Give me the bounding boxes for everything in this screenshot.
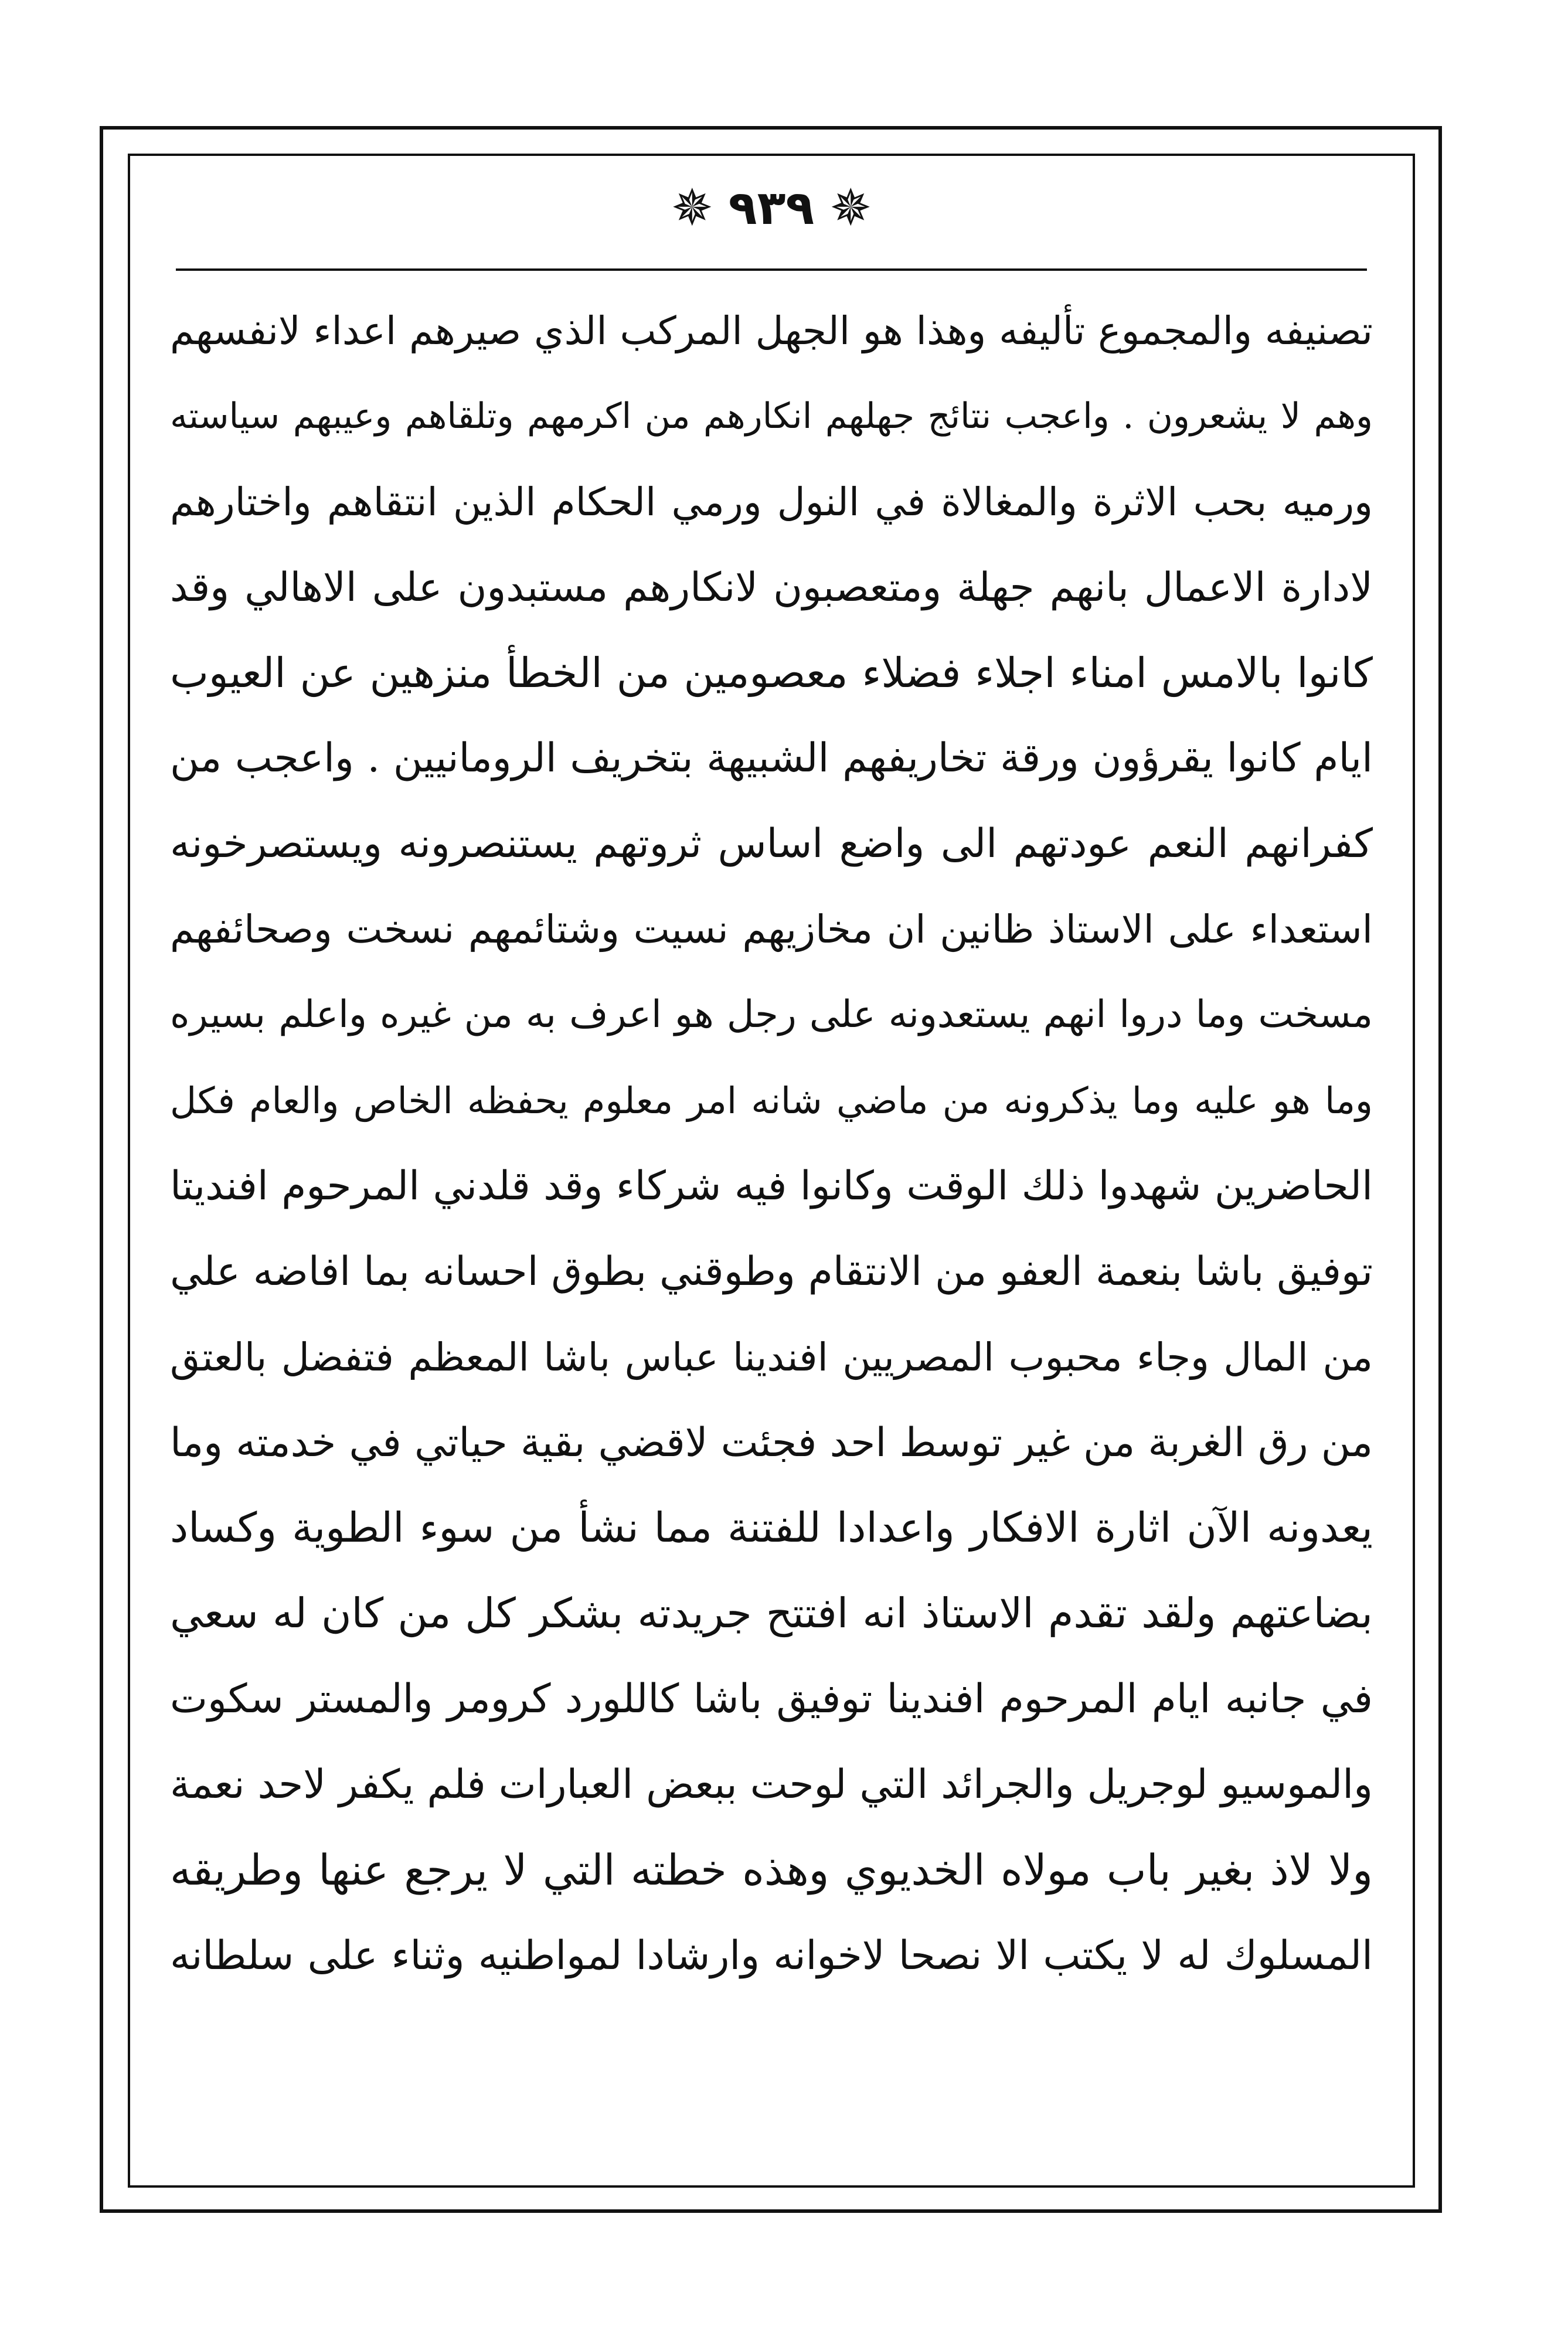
star-ornament-icon: ✵ (829, 179, 872, 237)
body-text (170, 288, 1373, 2170)
text-line: كانوا بالامس امناء اجلاء فضلاء معصومين من الخطأ منزهين عن العيوب (170, 648, 1373, 697)
text-line: من رق الغربة من غير توسط احد فجئت لاقضي بقية حياتي في خدمته وما (170, 1419, 1373, 1466)
text-line: بضاعتهم ولقد تقدم الاستاذ انه افتتح جريدته بشكر كل من كان له سعي (170, 1589, 1373, 1638)
text-line: من المال وجاء محبوب المصريين افندينا عباس باشا المعظم فتفضل بالعتق (170, 1334, 1373, 1380)
text-line: وما هو عليه وما يذكرونه من ماضي شانه امر معلوم يحفظه الخاص والعام فكل (170, 1079, 1373, 1123)
page-header (128, 176, 1415, 240)
text-line: كفرانهم النعم عودتهم الى واضع اساس ثروتهم يستنصرونه ويستصرخونه (170, 821, 1373, 868)
text-line: لادارة الاعمال بانهم جهلة ومتعصبون لانكارهم مستبدون على الاهالي وقد (170, 564, 1373, 611)
text-line: تصنيفه والمجموع تأليفه وهذا هو الجهل المركب الذي صيرهم اعداء لانفسهم (170, 308, 1373, 353)
text-line: ورميه بحب الاثرة والمغالاة في النول ورمي الحكام الذين انتقاهم واختارهم (170, 479, 1373, 525)
text-line: الحاضرين شهدوا ذلك الوقت وكانوا فيه شركاء وقد قلدني المرحوم افنديتا (170, 1162, 1373, 1209)
text-line: توفيق باشا بنعمة العفو من الانتقام وطوقني بطوق احسانه بما افاضه علي (170, 1248, 1373, 1295)
text-line: ايام كانوا يقرؤون ورقة تخاريفهم الشبيهة بتخريف الرومانيين . واعجب من (170, 735, 1373, 782)
header-rule (176, 268, 1367, 271)
star-ornament-icon: ✵ (671, 179, 713, 237)
text-line: ولا لاذ بغير باب مولاه الخديوي وهذه خطته التي لا يرجع عنها وطريقه (170, 1845, 1373, 1895)
text-line: وهم لا يشعرون . واعجب نتائج جهلهم انكارهم من اكرمهم وتلقاهم وعيبهم سياسته (170, 395, 1373, 437)
text-line: والموسيو لوجريل والجرائد التي لوحت ببعض العبارات فلم يكفر لاحد نعمة (170, 1761, 1373, 1808)
text-line: في جانبه ايام المرحوم افندينا توفيق باشا كاللورد كرومر والمستر سكوت (170, 1676, 1373, 1723)
text-line: استعداء على الاستاذ ظانين ان مخازيهم نسيت وشتائمهم نسخت وصحائفهم (170, 907, 1373, 953)
text-line: المسلوك له لا يكتب الا نصحا لاخوانه وارشادا لمواطنيه وثناء على سلطانه (170, 1932, 1373, 1979)
page-number: ٩٣٩ (728, 181, 815, 235)
text-line: يعدونه الآن اثارة الافكار واعدادا للفتنة مما نشأ من سوء الطوية وكساد (170, 1504, 1373, 1552)
text-line: مسخت وما دروا انهم يستعدونه على رجل هو اعرف به من غيره واعلم بسيره (170, 993, 1373, 1037)
